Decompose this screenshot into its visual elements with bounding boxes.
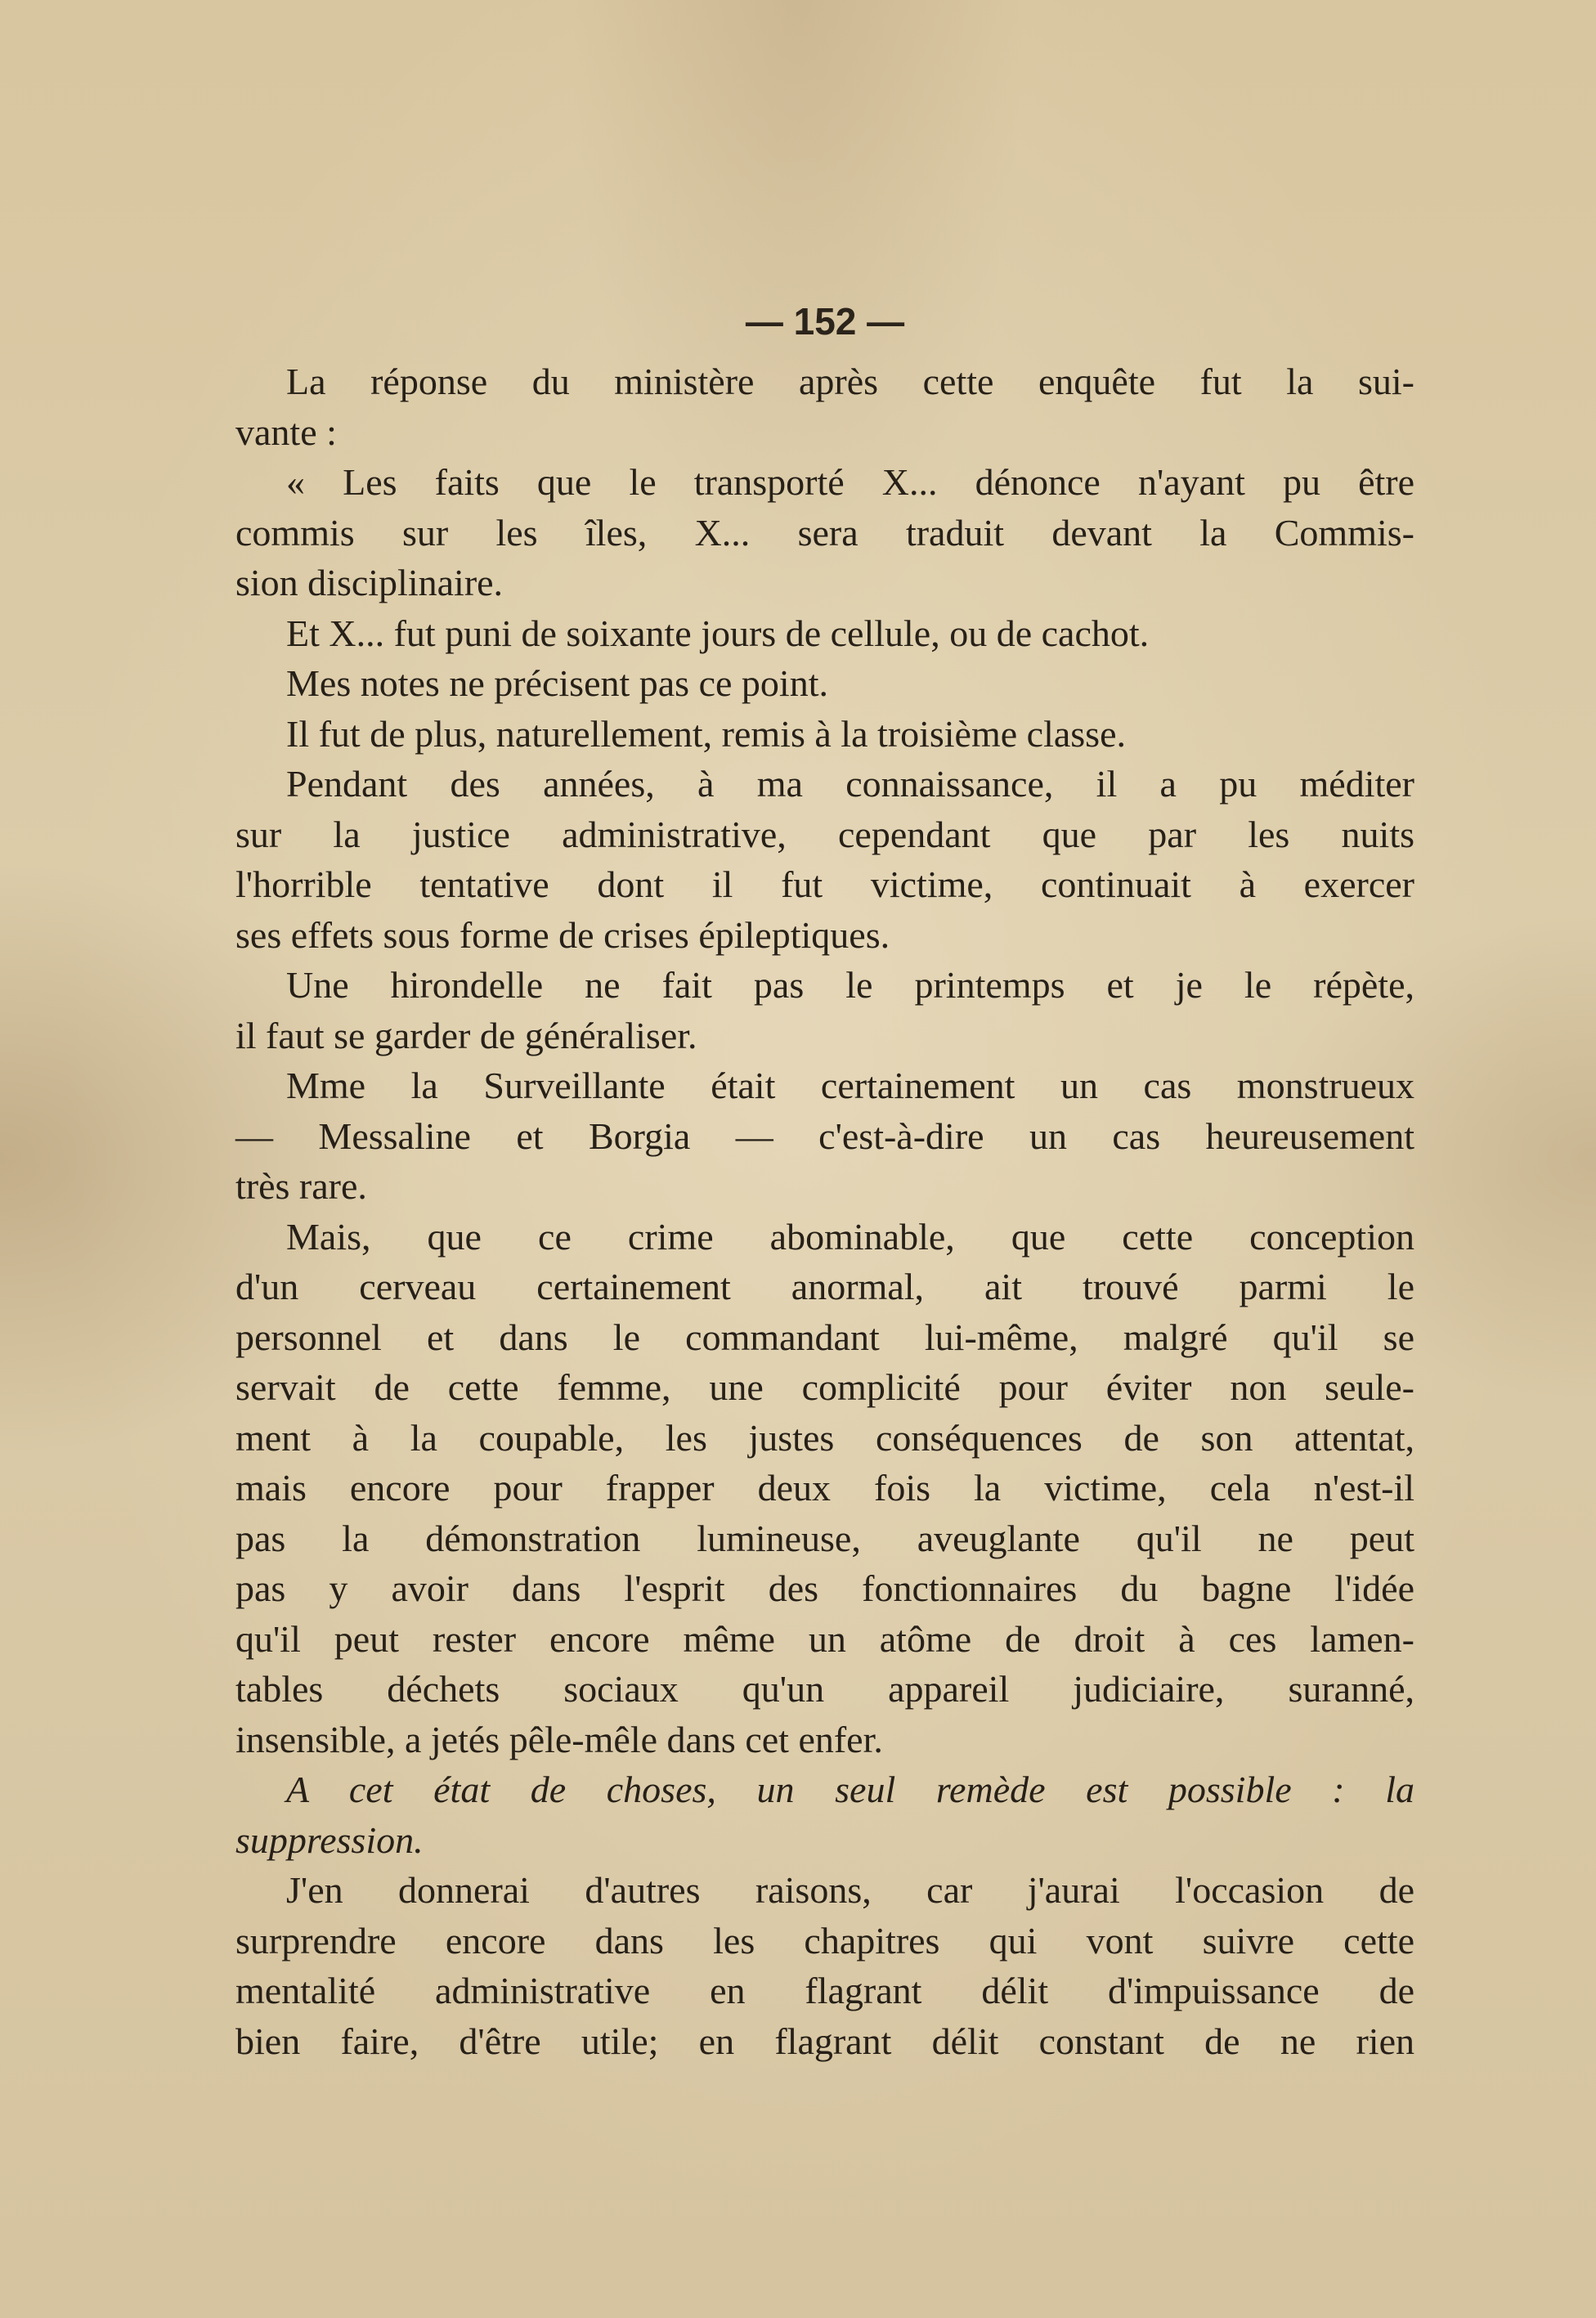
text-line: « Les faits que le transporté X... dénonce n'ayant pu être [286,461,1414,503]
text-line: très rare. [235,1165,367,1207]
text-line: servait de cette femme, une complicité pour éviter non seule- [235,1366,1414,1408]
text-line: personnel et dans le commandant lui-même, malgré qu'il se [235,1316,1414,1358]
text-line: mentalité administrative en flagrant délit d'impuissance de [235,1970,1414,2011]
paragraph [235,1212,1414,1765]
text-line: Pendant des années, à ma connaissance, il a pu méditer [286,763,1414,805]
text-line: sion disciplinaire. [235,562,504,603]
text-line: surprendre encore dans les chapitres qui vont suivre cette [235,1919,1414,1962]
paragraph [235,356,1414,457]
text-line: J'en donnerai d'autres raisons, car j'aurai l'occasion de [286,1869,1414,1911]
text-line: Mes notes ne précisent pas ce point. [286,662,828,704]
paragraph [235,709,1414,760]
paragraph [235,1865,1414,2066]
text-line: suppression. [235,1818,424,1861]
text-line: d'un cerveau certainement anormal, ait trouvé parmi le [235,1266,1414,1307]
text-line: commis sur les îles, X... sera traduit devant la Commis- [235,511,1414,554]
paragraph [235,457,1414,608]
text-line: ses effets sous forme de crises épileptiques. [235,913,890,956]
paragraph [235,960,1414,1060]
text-line: Une hirondelle ne fait pas le printemps et je le répète, [286,964,1414,1006]
text-line: A cet état de choses, un seul remède est possible : la [286,1769,1414,1810]
text-line: pas y avoir dans l'esprit des fonctionnaires du bagne l'idée [235,1567,1414,1609]
text-line: ment à la coupable, les justes conséquences de son attentat, [235,1416,1414,1459]
text-line: vante : [235,410,337,453]
text-line: l'horrible tentative dont il fut victime, continuait à exercer [235,863,1414,905]
paragraph [235,608,1414,659]
text-line: tables déchets sociaux qu'un appareil judiciaire, suranné, [235,1668,1414,1710]
text-line: — Messaline et Borgia — c'est-à-dire un cas heureusement [235,1114,1414,1157]
text-line: mais encore pour frapper deux fois la victime, cela n'est-il [235,1467,1414,1509]
paragraph [235,1060,1414,1212]
text-line: Et X... fut puni de soixante jours de cellule, ou de cachot. [286,612,1150,654]
text-line: Mme la Surveillante était certainement un cas monstrueux [286,1065,1414,1106]
text-line: qu'il peut rester encore même un atôme de droit à ces lamen- [235,1617,1414,1660]
text-line: sur la justice administrative, cependant que par les nuits [235,813,1414,855]
paragraph [235,658,1414,709]
text-line: pas la démonstration lumineuse, aveuglante qu'il ne peut [235,1517,1414,1559]
page-number: — 152 — [745,300,905,343]
text-line: insensible, a jetés pêle-mêle dans cet enfer. [235,1718,883,1760]
italic-paragraph [235,1764,1414,1865]
paragraph [235,759,1414,960]
text-line: il faut se garder de généraliser. [235,1014,697,1056]
text-block [235,296,1414,2066]
text-line: Mais, que ce crime abominable, que cette conception [286,1215,1414,1258]
text-line: La réponse du ministère après cette enquête fut la sui- [286,361,1414,402]
text-line: bien faire, d'être utile; en flagrant délit constant de ne rien [235,2020,1414,2062]
text-line: Il fut de plus, naturellement, remis à la troisième classe. [286,712,1127,755]
